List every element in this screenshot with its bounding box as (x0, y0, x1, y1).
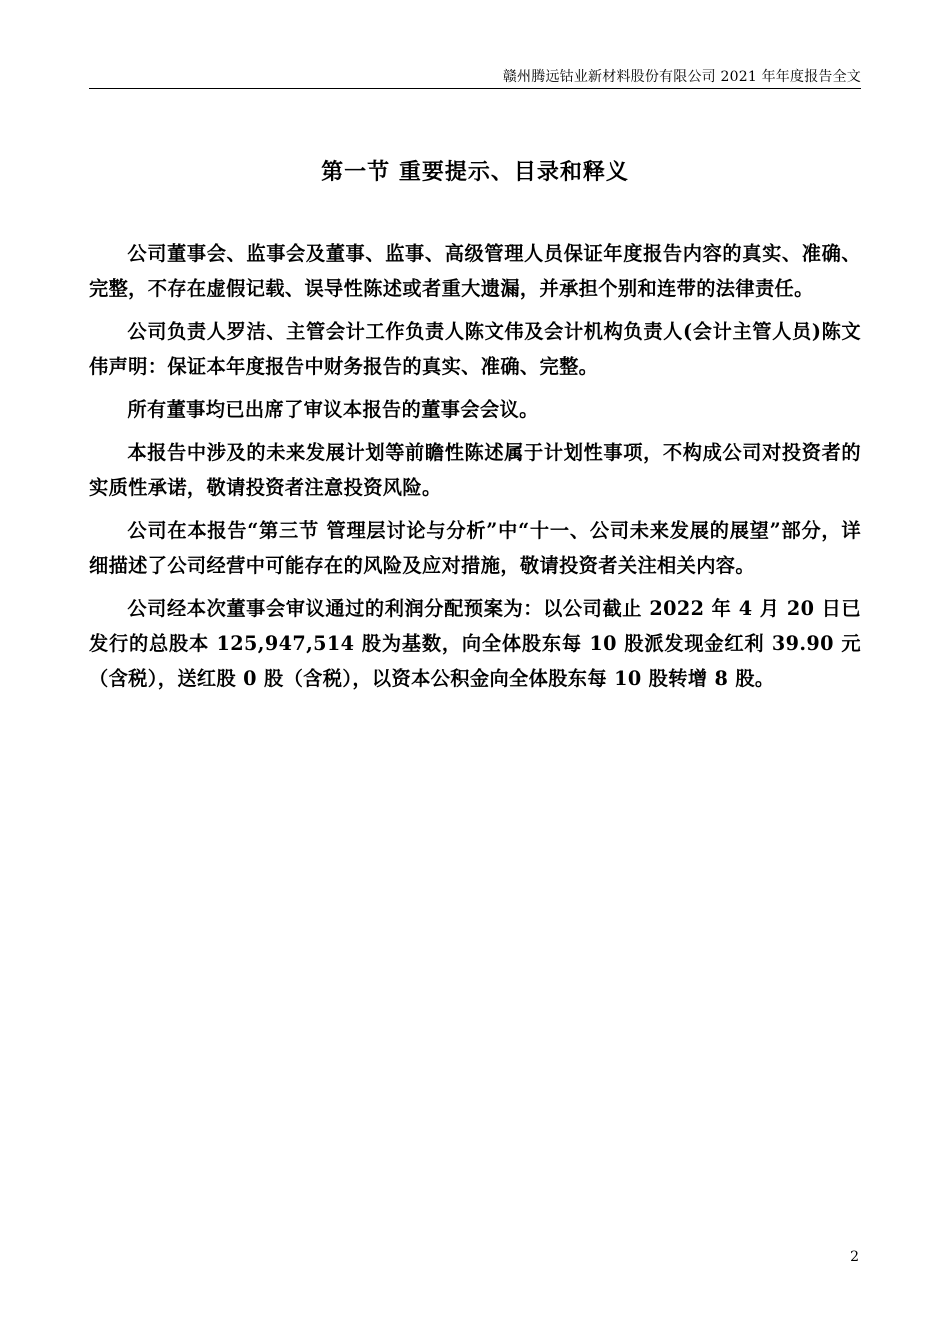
section-title: 第一节 重要提示、目录和释义 (321, 159, 629, 185)
paragraph-financial-statement-declaration: 公司负责人罗洁、主管会计工作负责人陈文伟及会计机构负责人(会计主管人员)陈文伟声明：保证本年度报告中财务报告的真实、准确、完整。 (89, 320, 861, 378)
document-body (89, 236, 861, 704)
report-header-title: 赣州腾远钴业新材料股份有限公司 2021 年年度报告全文 (502, 69, 861, 85)
header-divider (89, 88, 861, 89)
paragraph-risk-reference: 公司在本报告“第三节 管理层讨论与分析”中“十一、公司未来发展的展望”部分，详细描述了公司经营中可能存在的风险及应对措施，敬请投资者关注相关内容。 (89, 519, 861, 577)
paragraph-forward-looking-disclaimer: 本报告中涉及的未来发展计划等前瞻性陈述属于计划性事项，不构成公司对投资者的实质性承诺，敬请投资者注意投资风险。 (89, 441, 861, 499)
paragraph-responsibility-statement: 公司董事会、监事会及董事、监事、高级管理人员保证年度报告内容的真实、准确、完整，不存在虚假记载、误导性陈述或者重大遗漏，并承担个别和连带的法律责任。 (89, 242, 861, 300)
paragraph-profit-distribution-plan: 公司经本次董事会审议通过的利润分配预案为：以公司截止 2022 年 4 月 20 日已发行的总股本 125,947,514 股为基数，向全体股东每 10 股派发现金红利 39.90 元（含税），送红股 0 股（含税），以资本公积金向全体股东每 10 股转增 8 股。 (89, 597, 861, 690)
paragraph-board-attendance: 所有董事均已出席了审议本报告的董事会会议。 (127, 398, 539, 421)
page-number: 2 (850, 1249, 859, 1265)
